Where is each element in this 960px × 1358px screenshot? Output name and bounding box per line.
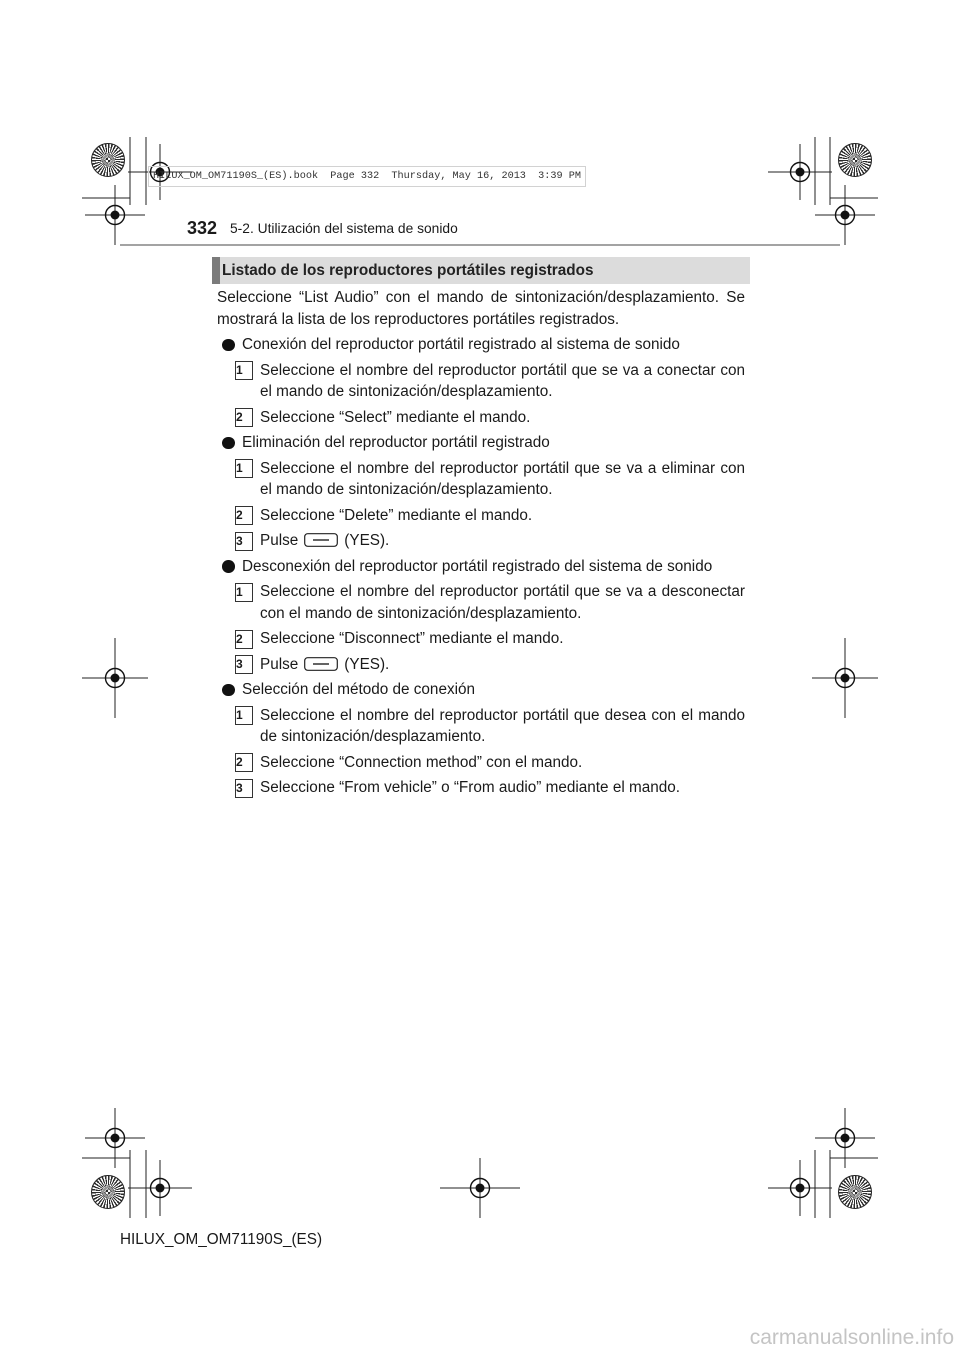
- registration-mark-center: [156, 1184, 165, 1193]
- step-item: [217, 505, 745, 527]
- registration-mark-center: [111, 211, 120, 220]
- step-text-suffix: (YES).: [344, 532, 390, 549]
- step-text: Seleccione el nombre del reproductor portátil que desea con el mando de sintonización/desplazamiento.: [260, 706, 745, 745]
- intro-paragraph: Seleccione “List Audio” con el mando de sintonización/desplazamiento. Se mostrará la lista de los reproductores portátiles registrados.: [217, 289, 745, 328]
- bullet-heading: Conexión del reproductor portátil registrado al sistema de sonido: [242, 336, 680, 353]
- step-item: [217, 654, 745, 676]
- yes-button-icon: [304, 657, 338, 671]
- running-header: 5-2. Utilización del sistema de sonido: [230, 221, 458, 236]
- registration-mark-center: [476, 1184, 485, 1193]
- bullet-heading: Eliminación del reproductor portátil registrado: [242, 434, 550, 451]
- print-header: HILUX_OM_OM71190S_(ES).book Page 332 Thursday, May 16, 2013 3:39 PM: [148, 166, 586, 187]
- registration-mark-center: [841, 211, 850, 220]
- step-item: [217, 407, 745, 429]
- step-item: [217, 581, 745, 624]
- registration-mark-center: [111, 674, 120, 683]
- step-text-suffix: (YES).: [344, 655, 390, 673]
- bullet-heading: Desconexión del reproductor portátil registrado del sistema de sonido: [242, 557, 713, 575]
- radial-registration-icon: [91, 143, 125, 177]
- bullet-item: [217, 432, 745, 454]
- step-text: Seleccione “Select” mediante el mando.: [260, 408, 531, 426]
- section-title: Listado de los reproductores portátiles registrados: [222, 262, 594, 279]
- radial-registration-icon: [838, 143, 872, 177]
- step-text: Seleccione el nombre del reproductor portátil que se va a desconectar con el mando de sintonización/desplazamiento.: [260, 583, 745, 622]
- bullet-icon: [222, 339, 235, 352]
- step-item: [217, 628, 745, 650]
- bullet-icon: [222, 560, 235, 573]
- step-text-prefix: Pulse: [260, 655, 299, 673]
- step-text: Seleccione “Connection method” con el mando.: [260, 753, 583, 771]
- step-text: Seleccione el nombre del reproductor portátil que se va a conectar con el mando de sintonización/desplazamiento.: [260, 361, 745, 400]
- bullet-item: [217, 679, 745, 701]
- page-number: 332: [187, 218, 218, 238]
- step-text: Seleccione “Delete” mediante el mando.: [260, 506, 533, 524]
- section-title-bar: [212, 257, 750, 284]
- step-text: Seleccione “Disconnect” mediante el mando.: [260, 630, 564, 647]
- section-bar-accent: [212, 257, 220, 284]
- step-number: 2: [235, 506, 253, 525]
- footer-code: HILUX_OM_OM71190S_(ES): [120, 1231, 323, 1248]
- step-number: 1: [235, 361, 253, 380]
- bullet-item: [217, 334, 745, 356]
- bullet-item: [217, 556, 745, 578]
- registration-mark-center: [111, 1134, 120, 1143]
- radial-registration-icon: [838, 1175, 872, 1209]
- step-number: 2: [235, 408, 253, 427]
- step-item: [217, 777, 745, 799]
- step-item: [217, 360, 745, 403]
- step-item: [217, 458, 745, 501]
- step-item: [217, 752, 745, 774]
- step-text-prefix: Pulse: [260, 532, 299, 549]
- watermark: carmanualsonline.info: [749, 1326, 954, 1349]
- step-text: Seleccione el nombre del reproductor portátil que se va a eliminar con el mando de sintonización/desplazamiento.: [260, 459, 745, 498]
- step-item: [217, 530, 745, 552]
- registration-mark-center: [841, 1134, 850, 1143]
- radial-registration-icon: [91, 1175, 125, 1209]
- header-rule: [120, 244, 840, 246]
- step-number: 2: [235, 753, 253, 772]
- step-text: Seleccione “From vehicle” o “From audio” mediante el mando.: [260, 779, 680, 796]
- step-number: 2: [235, 630, 253, 649]
- step-number: 1: [235, 706, 253, 725]
- registration-mark-center: [796, 1184, 805, 1193]
- bullet-icon: [222, 437, 235, 450]
- registration-mark-center: [841, 674, 850, 683]
- bullet-heading: Selección del método de conexión: [242, 681, 476, 698]
- step-number: 3: [235, 655, 253, 674]
- registration-mark-center: [796, 168, 805, 177]
- step-item: [217, 705, 745, 748]
- step-number: 1: [235, 583, 253, 602]
- step-number: 3: [235, 532, 253, 551]
- section-body: [217, 287, 745, 799]
- step-number: 1: [235, 459, 253, 478]
- bullet-icon: [222, 684, 235, 697]
- step-number: 3: [235, 779, 253, 798]
- yes-button-icon: [304, 533, 338, 547]
